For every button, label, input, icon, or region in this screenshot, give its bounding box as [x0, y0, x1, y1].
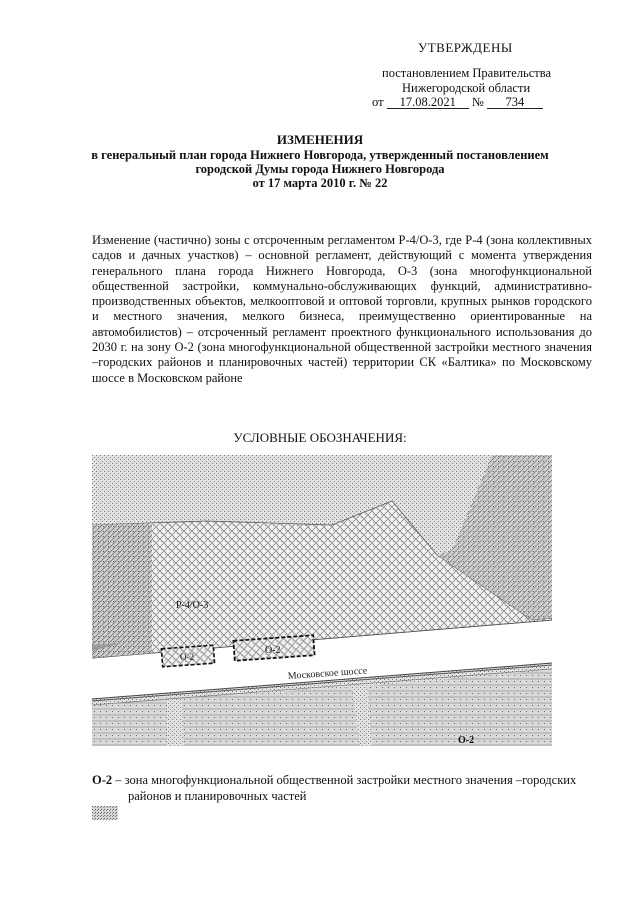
approval-date: 17.08.2021 [387, 96, 469, 109]
approval-authority: постановлением Правительства [382, 66, 552, 80]
legend-swatch [92, 806, 118, 820]
document-subtitle-1: в генеральный план города Нижнего Новгорода, утвержденный постановлением [91, 148, 549, 162]
document-title: ИЗМЕНЕНИЯ [276, 132, 364, 147]
from-label: от [372, 95, 384, 109]
document-subtitle-3: от 17 марта 2010 г. № 22 [252, 176, 388, 190]
legend-entry [92, 772, 602, 788]
legend-description: – зона многофункциональной общественной застройки местного значения –городских [112, 773, 577, 787]
map-label-o2-center: О-2 [265, 645, 281, 656]
legend-code: О-2 [92, 773, 113, 787]
approval-region: Нижегородской области [402, 81, 531, 95]
map-label-r4o3: Р-4/О-3 [176, 600, 209, 611]
approval-date-number [372, 95, 543, 110]
map-label-o2-small: О-2 [180, 652, 194, 662]
number-label: № [471, 95, 484, 109]
approval-number: 734 [487, 96, 543, 109]
zoning-map [92, 455, 552, 746]
map-label-o2-bottom: О-2 [458, 735, 475, 746]
document-subtitle-2: городской Думы города Нижнего Новгорода [195, 162, 445, 176]
legend-title: УСЛОВНЫЕ ОБОЗНАЧЕНИЯ: [233, 430, 407, 445]
map-road-label: Московское шоссе [287, 665, 368, 682]
approval-title: УТВЕРЖДЕНЫ [418, 40, 513, 55]
legend-description-cont: районов и планировочных частей [128, 789, 307, 803]
change-description: Изменение (частично) зоны с отсроченным регламентом Р-4/О-3, где Р-4 (зона коллективных садов и дачных участков) – основной регламент, действующий с момента утверждения генерального плана города Нижнего Новгорода, О-3 (зона многофункциональной общественной застройки, коммунально-обслуживающих функций, административно-производственных объектов, мелкооптовой и оптовой торговли, крупных рынков городского и местного значения, мелкого бизнеса, преимущественно ориентированные на автомобилистов) – отсроченный регламент проектного функционального использования до 2030 г. на зону О-2 (зона многофункциональной общественной застройки местного значения –городских районов и планировочных частей) территории СК «Балтика» по Московскому шоссе в Московском районе [92, 233, 592, 385]
